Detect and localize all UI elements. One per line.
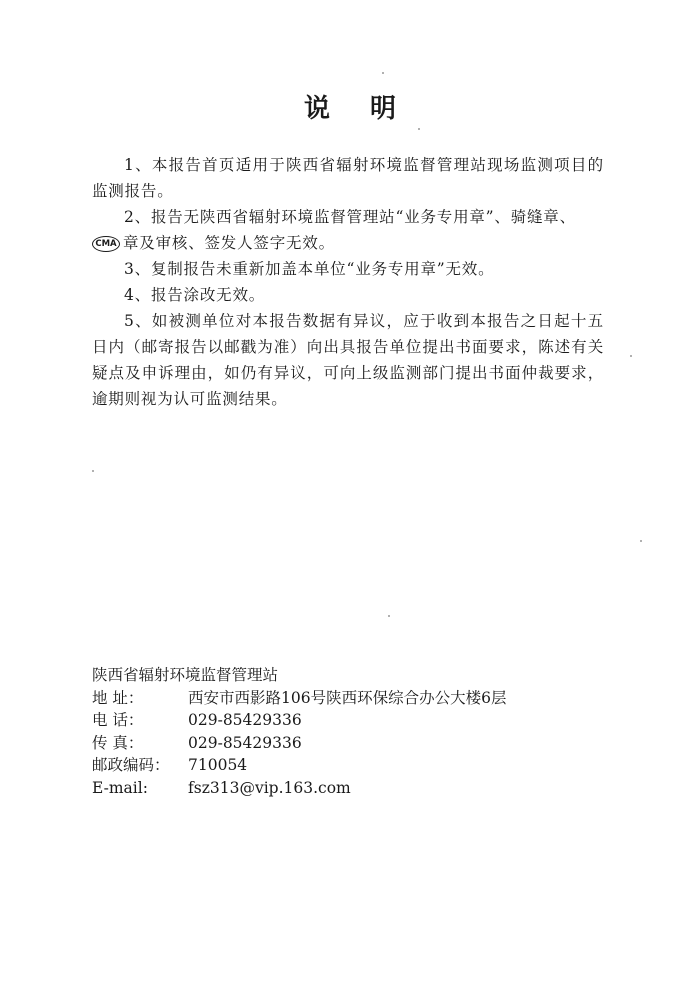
postcode-value: 710054 <box>188 756 248 774</box>
note-4: 4、报告涂改无效。 <box>124 286 266 304</box>
note-5: 5、如被测单位对本报告数据有异议，应于收到本报告之日起十五日内（邮寄报告以邮戳为准）向出具报告单位提出书面要求，陈述有关疑点及申诉理由，如仍有异议，可向上级监测部门提出书面仲裁要求，逾期则视为认可监测结果。 <box>92 312 604 408</box>
title-char-2: 明 <box>370 94 397 124</box>
email-label: E-mail: <box>92 778 148 797</box>
scan-speck <box>640 540 642 542</box>
scan-speck <box>92 470 94 472</box>
scan-speck <box>388 615 390 617</box>
phone-value: 029-85429336 <box>188 711 302 729</box>
note-3: 3、复制报告未重新加盖本单位“业务专用章”无效。 <box>124 260 495 278</box>
scan-speck <box>630 355 632 357</box>
title-char-1: 说 <box>303 94 330 124</box>
contact-postcode-row <box>92 754 612 777</box>
contact-block <box>92 664 612 799</box>
contact-org: 陕西省辐射环境监督管理站 <box>92 666 279 684</box>
fax-value: 029-85429336 <box>188 733 302 752</box>
scan-speck <box>418 128 420 130</box>
notes-section <box>92 152 604 412</box>
scan-speck <box>382 72 384 74</box>
fax-label: 传 真： <box>92 733 144 752</box>
note-2-line-2 <box>92 230 604 256</box>
postcode-label: 邮政编码： <box>92 756 170 774</box>
note-2-line-1: 2、报告无陕西省辐射环境监督管理站“业务专用章”、骑缝章、 <box>124 208 576 226</box>
note-1: 1、本报告首页适用于陕西省辐射环境监督管理站现场监测项目的监测报告。 <box>92 156 604 200</box>
address-label: 地 址： <box>92 688 144 707</box>
contact-email-row <box>92 777 612 800</box>
address-value: 西安市西影路106号陕西环保综合办公大楼6层 <box>188 688 507 707</box>
cma-seal-icon: CMA <box>92 236 120 252</box>
contact-phone-row <box>92 709 612 732</box>
note-2-line-2-text: 章及审核、签发人签字无效。 <box>123 234 335 252</box>
page-title <box>0 88 700 125</box>
email-value: fsz313@vip.163.com <box>188 778 351 797</box>
contact-fax-row <box>92 732 612 755</box>
contact-address-row <box>92 687 612 710</box>
phone-label: 电 话： <box>92 711 144 729</box>
